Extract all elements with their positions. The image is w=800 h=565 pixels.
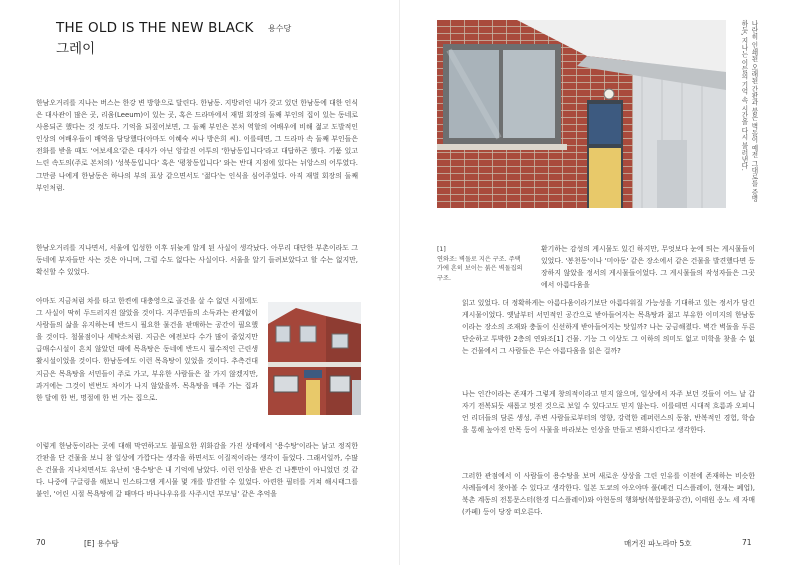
body-paragraph-1: 한남오거리를 지나는 버스는 한강 변 방향으로 달린다. 한남동. 지방러인 내가 갖고 있던 한남동에 대한 인식은 대사관이 많은 곳, 리움(Leeum)이 있는 곳, 혹은 드라마에서 재벌 회장의 둘째 부인의 집이 있는 동네로 사용되곤 했다는 것 정도다. 기억을 되짚어보면, 그 둘째 부인은 본처 역할의 여배우에 비해 젊고 도발적인 인상의 여배우들이 배역을 담당했다(아마도 이혜숙 씨나 방은희 씨). 이를테면, 그 드라마 속 둘째 부인들은 전화를 받을 때도 '여보세요'같은 대사가 아닌 앙칼진 어투의 '한남동입니다'라고 대답하곤 했다. 기품 있고 느린 속도의(주로 본처의) '성북동입니다' 혹은 '평창동입니다' 와는 반대 지점에 있다는 뉘앙스의 어투였다. 그만큼 나에게 한남동은 하나의 부의 표상 같으면서도 '젊다'는 인식을 심어주었다. 아직 재벌 회장의 둘째 부인처럼. bbox=[36, 99, 358, 192]
body-paragraph-5: 환기하는 감성의 게시물도 있긴 하지만, 무엇보다 눈에 띄는 게시물들이 있었다. '봉천동'이나 '미아동' 같은 장소에서 같은 건물을 발견했다면 등장하지 않았을 정서의 게시물들이었다. 그 게시물들의 작성자들은 그곳에서 아름다움을 bbox=[541, 245, 755, 290]
page-number-right: 71 bbox=[742, 538, 752, 547]
body-paragraph-8: 그러한 관점에서 이 사람들이 용수탕을 보며 새로운 상상을 그린 인유를 이전에 존재하는 비슷한 사례들에서 찾아볼 수 있다고 생각한다. 일본 도쿄의 아오야마 풀(폐건 디스플레이, 현재는 폐업), 북촌 계동의 전통문스터(한경 디스플레이)와 아현동의 행화탕(복합문화공간), 이태원 옹노 세 자매(카페) 등이 당장 떠오른다. bbox=[462, 472, 755, 517]
brick-bathhouse-photo bbox=[437, 20, 726, 208]
magazine-name: 매거진 파노라마 5호 bbox=[624, 539, 692, 548]
page-number-left: 70 bbox=[36, 538, 46, 547]
section-label: [E] 용수탕 bbox=[84, 539, 119, 548]
body-paragraph-2: 한남오거리를 지나면서, 서울에 입성한 이후 뒤늦게 알게 된 사실이 생각났다. 아무리 대단한 부촌이라도 그 동네에 부자들만 사는 것은 아니며, 그럴 수도 없다는 사실이다. 서울을 알기 들려보았다고 할 수는 없지만, 확신할 수 있었다. bbox=[36, 244, 358, 277]
article-title-korean: 그레이 bbox=[56, 41, 96, 57]
body-paragraph-4: 이렇게 한남동이라는 곳에 대해 막연하고도 불필요한 위화감을 가진 상태에서 '용수탕'이라는 낡고 정직한 간판을 단 건물을 보니 참 일상에 가깝다는 생각을 하면서도 이질적이라는 생각이 들었다. 그래서일까, 수많은 건물을 지나치면서도 유난히 '용수탕'은 내 기억에 남았다. 이런 인상을 받은 건 나뿐만이 아니었던 것 같다. 나중에 구글링을 해보니 인스타그램 게시물 몇 개를 발견할 수 있었다. 아련한 필터를 거쳐 해시태그를 붙인, '어린 시절 목욕탕에 갈 때마다 바나나우유를 사주시던 부모님' 같은 추억을 bbox=[36, 442, 358, 499]
footnote-caption: [1] 연와조: 벽돌로 지은 구조. 주택가에 흔히 보이는 붉은 벽돌집의 구조. bbox=[437, 246, 523, 282]
bathhouse-building-photo bbox=[268, 302, 361, 415]
body-paragraph-6: 읽고 있었다. 더 정확하게는 아름다움이라기보단 아름다워질 가능성을 기대하고 있는 정서가 담긴 게시물이었다. 옛날부터 서민적인 공간으로 받아들여지는 목욕탕과 젊고 부유한 이미지의 한남동이라는 장소의 조재와 충돌이 신선하게 받아들여지는 탓일까? 나는 궁금해졌다. 벽간 벽돌을 두른 단순하고 투박한 2층의 연와조[1] 건물. 기능 그 이상도 그 이하의 의미도 없고 미학을 찾을 수 없는 건물에서 그 사람들은 무슨 아름다움을 읽은 걸까? bbox=[462, 299, 755, 356]
photo-caption-vertical: 나란히 인쇄된 오래된 간판과 붉은 벽돌이 예전 그대로를 증명하듯, 지나는 이들의 기억 속 시간을 다시 불러낸다. bbox=[740, 20, 758, 202]
article-title-english: THE OLD IS THE NEW BLACK bbox=[56, 20, 254, 36]
body-paragraph-7: 나는 인간이라는 존재가 그렇게 창의적이라고 믿지 않으며, 일상에서 자주 보던 것들이 어느 날 갑자기 전복되듯 새롭고 멋진 것으로 보일 수 있다고도 믿지 않는다. 이를테면 시대적 흐름과 오피니언 리더들의 담론 생성, 주변 사람들로부터의 영향, 강력한 레퍼런스의 동참, 반복적인 경험, 학습을 통해 높아진 안목 등이 사물을 바라보는 인상을 만들고 변화시킨다고 생각한다. bbox=[462, 390, 755, 435]
article-author: 용수당 bbox=[268, 24, 292, 33]
body-paragraph-3: 아마도 지금처럼 차를 타고 한켠에 대충영으로 골건을 살 수 없던 시절에도 그 사실이 딱히 두드러지진 않았을 것이다. 지주민들의 소득과는 관계없이 사람들의 삶을 유지하는데 반드시 필요한 물건을 판매하는 공간이 필요했을 것이다. 철물점이나 세탁소처럼. 지금은 예전보다 수가 많이 줄었지만 급매수시설이 흔치 않았던 때에 목욕탕은 동네에 반드시 필수적인 근린생활시설이었을 것이다. 한남동에도 이런 목욕탕이 있었을 것이다. 추측건대 지금은 목욕탕을 서민들이 주로 가고, 부유한 사람들은 잘 가지 않겠지만, 과거에는 그것이 빈번도 차이가 나지 않았을까. 목욕탕을 매주 가는 집과 한 달에 한 번, 명절에 한 번 가는 집으로. bbox=[36, 297, 258, 402]
